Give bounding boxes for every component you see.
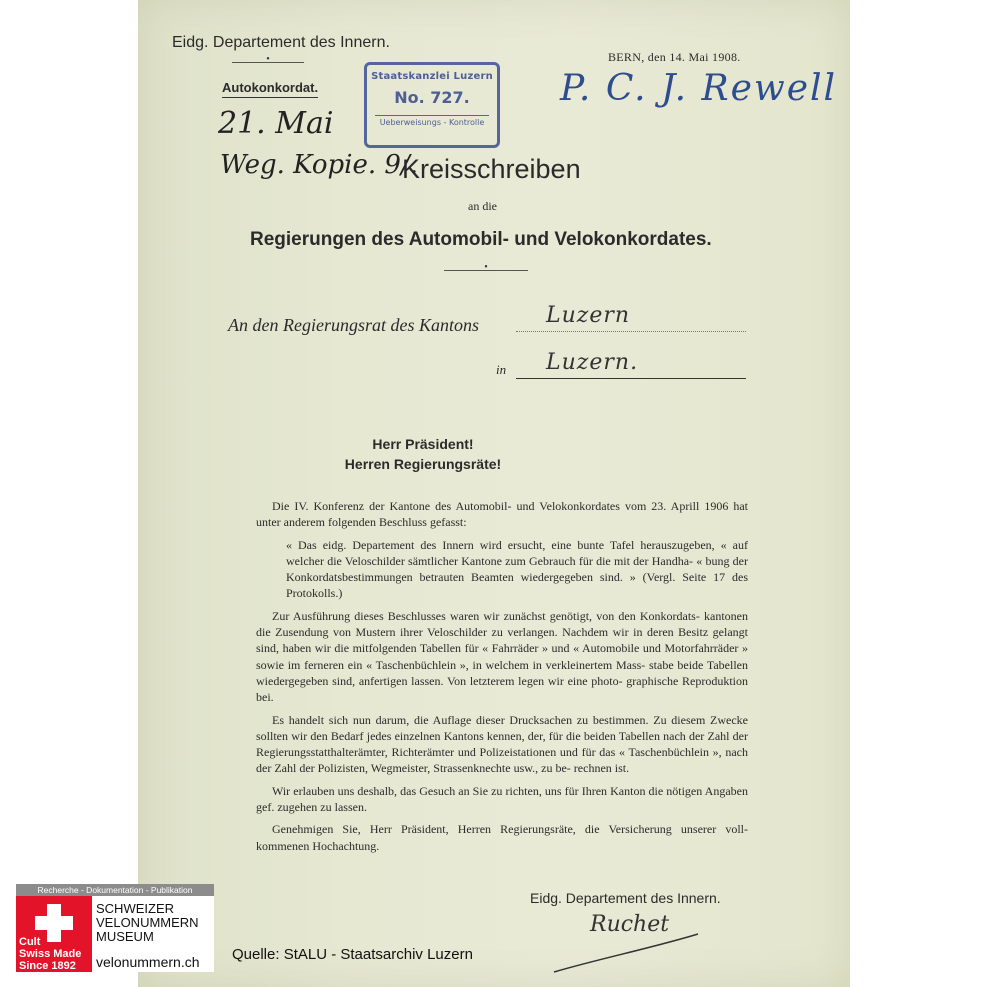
swiss-flag-icon	[16, 896, 92, 972]
registry-stamp	[364, 62, 500, 148]
title-addressees: Regierungen des Automobil- und Velokonkordates.	[250, 229, 712, 250]
city-field	[516, 350, 746, 379]
museum-logo	[16, 884, 214, 972]
salutation-line2: Herren Regierungsräte!	[344, 456, 502, 472]
logo-cult: Cult	[19, 936, 41, 948]
signature: Ruchet	[590, 912, 670, 937]
document-title: Kreisschreiben	[402, 154, 581, 184]
address-in-label: in	[496, 362, 507, 377]
letterhead-department: Eidg. Departement des Innern.	[172, 34, 390, 51]
logo-url: velonummern.ch	[96, 954, 200, 970]
letterhead-date: BERN, den 14. Mai 1908.	[608, 50, 741, 64]
body-paragraph: Wir erlauben uns deshalb, das Gesuch an Sie zu richten, uns für Ihren Kanton die nötigen Angaben gef. zugehen zu lassen.	[256, 783, 748, 815]
body-paragraph: Zur Ausführung dieses Beschlusses waren wir zunächst genötigt, von den Konkordats- kantonen die Zusendung von Mustern ihrer Veloschilder zu verlangen. Nachdem wir in deren Besitz gelangt sind, haben wir die mitfolgenden Tabellen für « Fahrräder » und « Automobile und Motorfahrräder » sowie im ferneren ein « Taschenbüchlein », in welchem in verkleinertem Mass- stabe beide Tabellen wiedergegeben sind, anfertigen lassen. Von letzterem legen wir eine photo- graphische Reproduktion bei.	[256, 608, 748, 705]
source-caption: Quelle: StALU - Staatsarchiv Luzern	[232, 946, 473, 963]
body-paragraph: Die IV. Konferenz der Kantone des Automobil- und Velokonkordates vom 23. Aprill 1906 hat unter anderem folgenden Beschluss gefasst:	[256, 499, 748, 530]
logo-since: Since 1892	[19, 960, 76, 972]
handwritten-note-top: P. C. J. Rewell	[560, 68, 838, 109]
city-value: Luzern.	[546, 350, 639, 375]
handwritten-note-left: Weg. Kopie. 9/.	[220, 150, 418, 180]
address-prefix: An den Regierungsrat des Kantons	[228, 315, 479, 335]
logo-name-line2: VELONUMMERN	[96, 915, 199, 930]
body-paragraph: Es handelt sich nun darum, die Auflage dieser Drucksachen zu bestimmen. Zu diesem Zwecke sollten wir den Bedarf jedes einzelnen Kantons kennen, der, für die beiden Tabellen nach der Zahl der Regierungsstatthalterämter, Richterämter und Polizeistationen und für das « Taschenbüchlein », nach der Zahl der Polizisten, Wegmeister, Strassenknechte usw., zu be- rechnen ist.	[256, 712, 748, 776]
title-sub: an die	[468, 199, 497, 213]
body-quote: « Das eidg. Departement des Innern wird ersucht, eine bunte Tafel herauszugeben, « auf welcher die Veloschilder sämtlicher Kantone zum Gebrauch für die mit der Handha- « bung der Konkordatsbestimmungen betrauten Beamten wiedergegeben sind. » (Vergl. Seite 17 des Protokolls.)	[286, 537, 748, 601]
logo-swiss-made: Swiss Made	[19, 948, 82, 960]
ornament-divider	[232, 62, 304, 63]
stamp-office: Staatskanzlei Luzern	[371, 71, 493, 82]
logo-tagline: Recherche - Dokumentation - Publikation	[16, 884, 214, 896]
stamp-number: No. 727.	[394, 88, 470, 107]
handwritten-date: 21. Mai	[218, 106, 334, 141]
signature-department: Eidg. Departement des Innern.	[530, 890, 721, 906]
logo-name	[96, 902, 199, 944]
signature-flourish	[552, 928, 702, 978]
logo-name-line1: SCHWEIZER	[96, 901, 174, 916]
salutation-line1: Herr Präsident!	[372, 436, 474, 452]
letter-body	[256, 498, 748, 854]
salutation	[298, 434, 548, 474]
logo-name-line3: MUSEUM	[96, 929, 154, 944]
stamp-control: Ueberweisungs - Kontrolle	[375, 115, 489, 127]
ornament-divider	[444, 270, 528, 271]
canton-field	[516, 303, 746, 332]
body-paragraph: Genehmigen Sie, Herr Präsident, Herren Regierungsräte, die Versicherung unserer voll- kommenen Hochachtung.	[256, 822, 748, 853]
canton-value: Luzern	[546, 303, 631, 328]
section-label: Autokonkordat.	[222, 80, 318, 98]
